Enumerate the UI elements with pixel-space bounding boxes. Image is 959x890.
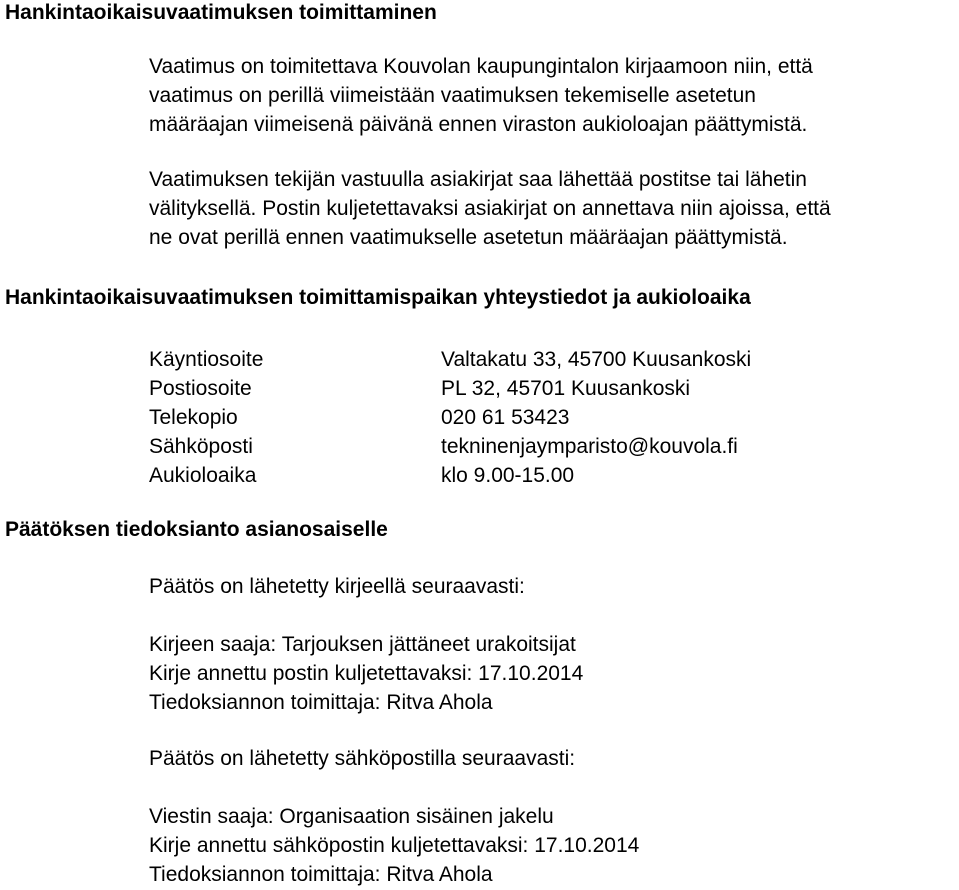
paragraph-line: Päätös on lähetetty sähköpostilla seuraavasti: bbox=[149, 747, 576, 770]
letter-details bbox=[149, 630, 957, 717]
paragraph-line: Päätös on lähetetty kirjeellä seuraavasti: bbox=[149, 575, 525, 598]
email-sent-date: Kirje annettu sähköpostin kuljetettavaksi: 17.10.2014 bbox=[149, 834, 640, 857]
contact-row-postal-address bbox=[149, 374, 849, 403]
letter-intro bbox=[149, 572, 957, 601]
paragraph-line: välityksellä. Postin kuljetettavaksi asiakirjat on annettava niin ajoissa, että bbox=[149, 197, 831, 220]
email-recipient: Viestin saaja: Organisaation sisäinen jakelu bbox=[149, 805, 554, 828]
letter-recipient: Kirjeen saaja: Tarjouksen jättäneet urakoitsijat bbox=[149, 633, 576, 656]
letter-notifier: Tiedoksiannon toimittaja: Ritva Ahola bbox=[149, 691, 493, 714]
contact-label: Käyntiosoite bbox=[149, 348, 264, 371]
contact-value: 020 61 53423 bbox=[441, 406, 570, 429]
email-notifier: Tiedoksiannon toimittaja: Ritva Ahola bbox=[149, 863, 493, 886]
contact-value: PL 32, 45701 Kuusankoski bbox=[441, 377, 691, 400]
paragraph-line: ne ovat perillä ennen vaatimukselle asetetun määräajan päättymistä. bbox=[149, 226, 788, 249]
contact-row-email bbox=[149, 432, 849, 461]
contact-value: klo 9.00-15.00 bbox=[441, 464, 575, 487]
paragraph-delivery bbox=[149, 165, 957, 252]
contact-label: Telekopio bbox=[149, 406, 238, 429]
heading-contact-info: Hankintaoikaisuvaatimuksen toimittamispaikan yhteystiedot ja aukioloaika bbox=[5, 286, 751, 309]
contact-label: Sähköposti bbox=[149, 435, 253, 458]
paragraph-deadline bbox=[149, 52, 957, 139]
paragraph-line: Vaatimus on toimitettava Kouvolan kaupungintalon kirjaamoon niin, että bbox=[149, 55, 813, 78]
email-intro bbox=[149, 744, 957, 773]
paragraph-line: vaatimus on perillä viimeistään vaatimuksen tekemiselle asetetun bbox=[149, 84, 756, 107]
contact-value: tekninenjaymparisto@kouvola.fi bbox=[441, 435, 738, 458]
letter-sent-date: Kirje annettu postin kuljetettavaksi: 17.10.2014 bbox=[149, 662, 584, 685]
heading-notification: Päätöksen tiedoksianto asianosaiselle bbox=[5, 518, 388, 541]
contact-row-fax bbox=[149, 403, 849, 432]
paragraph-line: määräajan viimeisenä päivänä ennen viraston aukioloajan päättymistä. bbox=[149, 113, 808, 136]
contact-row-visiting-address bbox=[149, 345, 849, 374]
contact-row-opening-hours bbox=[149, 461, 849, 490]
paragraph-line: Vaatimuksen tekijän vastuulla asiakirjat saa lähettää postitse tai lähetin bbox=[149, 168, 807, 191]
heading-submission: Hankintaoikaisuvaatimuksen toimittaminen bbox=[5, 1, 437, 24]
contact-label: Postiosoite bbox=[149, 377, 252, 400]
contact-details bbox=[149, 345, 849, 490]
contact-label: Aukioloaika bbox=[149, 464, 257, 487]
email-details bbox=[149, 802, 957, 889]
contact-value: Valtakatu 33, 45700 Kuusankoski bbox=[441, 348, 752, 371]
